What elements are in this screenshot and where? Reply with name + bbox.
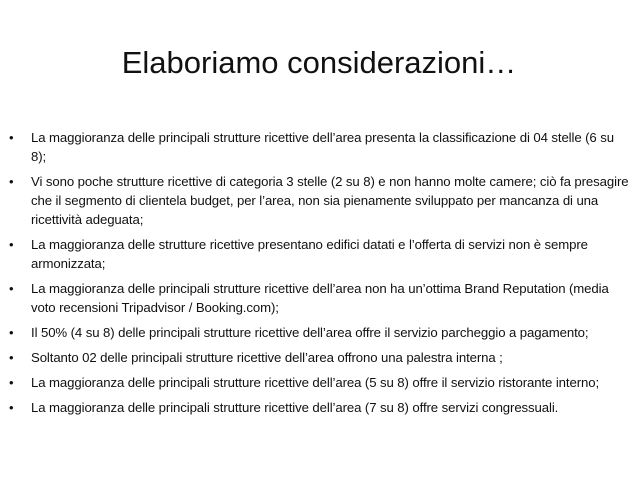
bullet-item [9,172,631,229]
bullet-item [9,373,631,392]
bullet-item [9,128,631,166]
bullet-text: La maggioranza delle principali strutture ricettive dell’area non ha un’ottima Brand Reputation (media voto recensioni Tripadvisor / Booking.com); [31,281,609,315]
bullet-text: Il 50% (4 su 8) delle principali strutture ricettive dell’area offre il servizio parcheggio a pagamento; [31,325,589,340]
bullet-item [9,348,631,367]
bullet-item [9,235,631,273]
bullet-icon: • [9,375,14,390]
bullet-item [9,323,631,342]
bullet-item [9,398,631,417]
bullet-text: La maggioranza delle principali strutture ricettive dell’area (5 su 8) offre il servizio ristorante interno; [31,375,600,390]
bullet-text: Soltanto 02 delle principali strutture ricettive dell’area offrono una palestra interna ; [31,350,503,365]
bullet-text: La maggioranza delle principali strutture ricettive dell’area (7 su 8) offre servizi congressuali. [31,400,559,415]
bullet-icon: • [9,130,14,145]
bullet-icon: • [9,400,14,415]
bullet-text: La maggioranza delle principali strutture ricettive dell’area presenta la classificazione di 04 stelle (6 su 8); [31,130,614,164]
bullet-icon: • [9,325,14,340]
bullet-text: Vi sono poche strutture ricettive di categoria 3 stelle (2 su 8) e non hanno molte camere; ciò fa presagire che il segmento di clientela budget, per l’area, non sia pienamente sviluppato per mancanza di una ricettività adeguata; [31,174,629,227]
slide-title: Elaboriamo considerazioni… [121,45,517,80]
bullet-icon: • [9,174,14,189]
bullet-text: La maggioranza delle strutture ricettive presentano edifici datati e l’offerta di servizi non è sempre armonizzata; [31,237,588,271]
bullet-icon: • [9,237,14,252]
bullet-list [9,128,631,423]
bullet-item [9,279,631,317]
bullet-icon: • [9,281,14,296]
bullet-icon: • [9,350,14,365]
